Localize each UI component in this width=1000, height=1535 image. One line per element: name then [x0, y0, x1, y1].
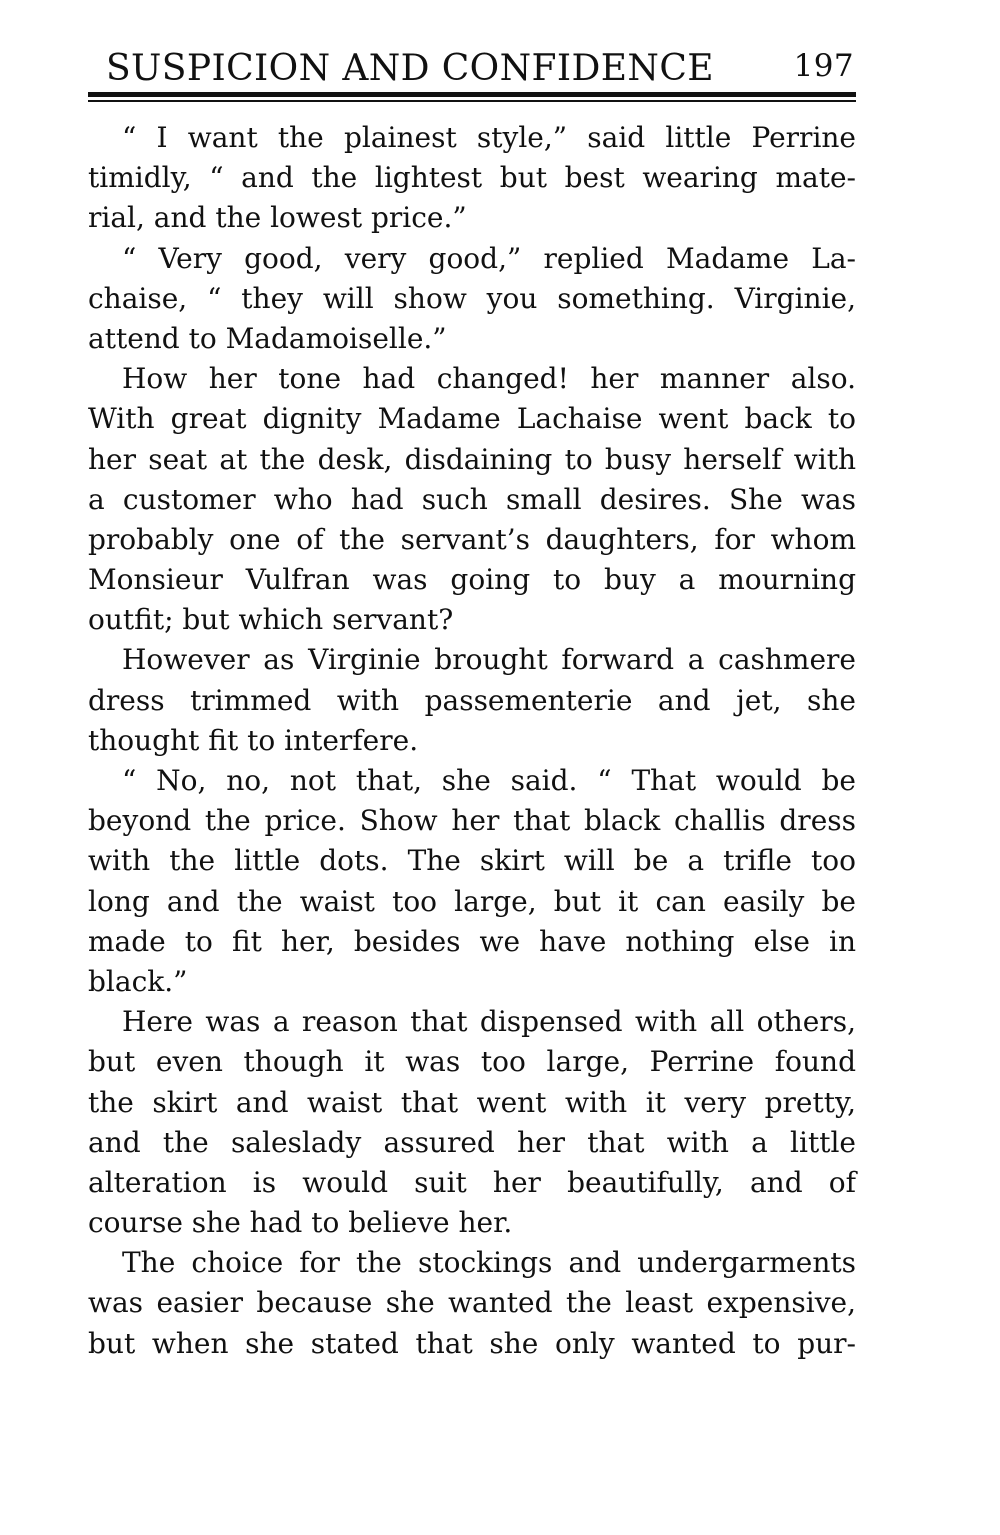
- paragraph: [88, 1243, 856, 1364]
- text-line: probably one of the servant’s daughters, for whom: [88, 522, 856, 556]
- text-line: With great dignity Madame Lachaise went back to: [88, 402, 856, 436]
- text-line: timidly, “ and the lightest but best wearing mate-: [88, 161, 856, 195]
- text-line: but even though it was too large, Perrine found: [88, 1045, 856, 1079]
- book-page: [88, 40, 856, 1364]
- text-line: with the little dots. The skirt will be a trifle too: [88, 844, 856, 878]
- text-line: course she had to believe her.: [88, 1206, 513, 1240]
- paragraph: [88, 359, 856, 640]
- text-line: chaise, “ they will show you something. Virginie,: [88, 281, 856, 315]
- running-head: [88, 40, 856, 92]
- paragraph: [88, 239, 856, 360]
- text-line: a customer who had such small desires. She was: [88, 482, 856, 516]
- text-line: long and the waist too large, but it can easily be: [88, 884, 856, 918]
- text-line: The choice for the stockings and undergarments: [122, 1246, 856, 1280]
- text-line: outfit; but which servant?: [88, 603, 454, 637]
- body-text: [88, 118, 856, 1364]
- text-line: How her tone had changed! her manner also.: [122, 362, 856, 396]
- text-line: made to fit her, besides we have nothing else in: [88, 924, 856, 958]
- text-line: the skirt and waist that went with it very pretty,: [88, 1085, 856, 1119]
- text-line: thought fit to interfere.: [88, 723, 419, 757]
- header-rule-thick: [88, 92, 856, 97]
- text-line: dress trimmed with passementerie and jet, she: [88, 683, 856, 717]
- paragraph: [88, 761, 856, 1002]
- text-line: “ Very good, very good,” replied Madame La-: [122, 241, 856, 275]
- header-rule-thin: [88, 100, 856, 102]
- text-line: but when she stated that she only wanted to pur-: [88, 1326, 856, 1360]
- text-line: attend to Madamoiselle.”: [88, 321, 447, 355]
- paragraph: [88, 118, 856, 239]
- text-line: was easier because she wanted the least expensive,: [88, 1286, 856, 1320]
- text-line: Monsieur Vulfran was going to buy a mourning: [88, 563, 856, 597]
- paragraph: [88, 640, 856, 761]
- header-rule: [88, 92, 856, 104]
- text-line: beyond the price. Show her that black challis dress: [88, 804, 856, 838]
- text-line: her seat at the desk, disdaining to busy herself with: [88, 442, 856, 476]
- page-number: 197: [793, 48, 854, 84]
- text-line: black.”: [88, 964, 188, 998]
- running-title: SUSPICION AND CONFIDENCE: [106, 48, 714, 89]
- text-line: Here was a reason that dispensed with all others,: [122, 1005, 856, 1039]
- text-line: rial, and the lowest price.”: [88, 201, 467, 235]
- text-line: However as Virginie brought forward a cashmere: [122, 643, 856, 677]
- text-line: “ I want the plainest style,” said little Perrine: [122, 121, 856, 154]
- text-line: and the saleslady assured her that with a little: [88, 1125, 856, 1159]
- text-line: “ No, no, not that, she said. “ That would be: [122, 764, 856, 797]
- text-line: alteration is would suit her beautifully, and of: [88, 1165, 856, 1199]
- paragraph: [88, 1002, 856, 1243]
